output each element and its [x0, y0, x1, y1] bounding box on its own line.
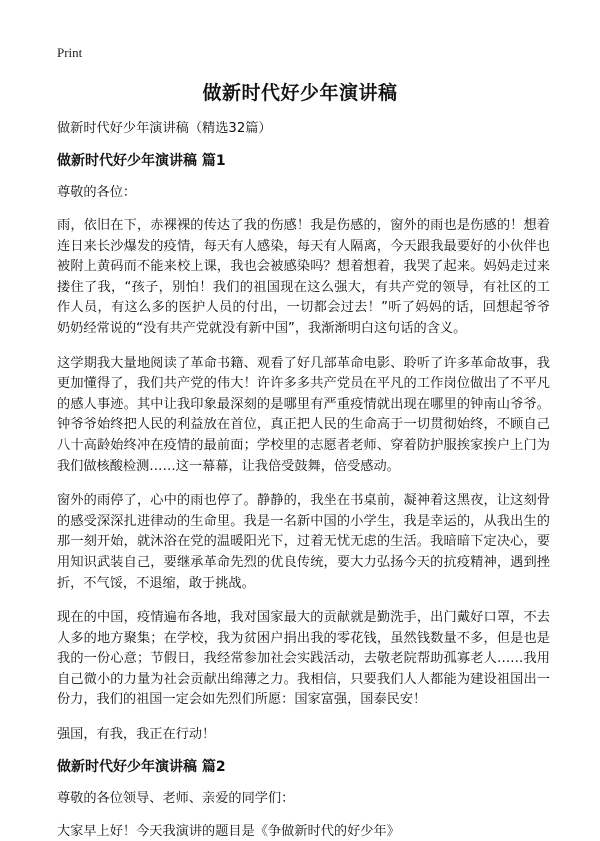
paragraph-3: 窗外的雨停了，心中的雨也停了。静静的，我坐在书桌前，凝神着这黑夜，让这刻骨的感受深深扎进律动的生命里。我是一名新中国的小学生，我是幸运的，从我出生的那一刻开始，就沐浴在党的温暖阳光下，过着无忧无虑的生活。我暗暗下定决心，要用知识武装自己，要继承革命先烈的优良传统，要大力弘扬今天的抗疫精神，遇到挫折，不气馁，不退缩，敢于挑战。: [57, 493, 550, 591]
print-link[interactable]: Print: [57, 45, 83, 60]
opening-line: 大家早上好！今天我演讲的题目是《争做新时代的好少年》: [57, 824, 400, 840]
document-subtitle: 做新时代好少年演讲稿（精选32篇）: [57, 121, 272, 136]
paragraph-2: 这学期我大量地阅读了革命书籍、观看了好几部革命电影、聆听了许多革命故事，我更加懂得了，我们共产党的伟大！许许多多共产党员在平凡的工作岗位做出了不平凡的感人事迹。其中让我印象最深刻的是哪里有严重疫情就出现在哪里的钟南山爷爷。钟爷爷始终把人民的利益放在首位，真正把人民的生命高于一切贯彻始终，不顾自己八十高龄始终冲在疫情的最前面；学校里的志愿者老师、穿着防护服挨家挨户上门为我们做核酸检测……这一幕幕，让我倍受鼓舞，倍受感动。: [57, 355, 550, 474]
paragraph-4: 现在的中国，疫情遍布各地，我对国家最大的贡献就是勤洗手，出门戴好口罩，不去人多的地方聚集；在学校，我为贫困户捐出我的零花钱，虽然钱数量不多，但是也是我的一份心意；节假日，我经常参加社会实践活动，去敬老院帮助孤寡老人……我用自己微小的力量为社会贡献出绵薄之力。我相信，只要我们人人都能为建设祖国出一份力，我们的祖国一定会如先烈们所愿：国家富强，国泰民安！: [57, 610, 550, 708]
article-body: [57, 119, 550, 841]
section-heading-1: 做新时代好少年演讲稿 篇1: [57, 153, 226, 169]
paragraph-1: 雨，依旧在下，赤裸裸的传达了我的伤感！我是伤感的，窗外的雨也是伤感的！想着连日来长沙爆发的疫情，每天有人感染，每天有人隔离，今天跟我最要好的小伙伴也被附上黄码而不能来校上课，我也会被感染吗？想着想着，我哭了起来。妈妈走过来搂住了我，“孩子，别怕！我们的祖国现在这么强大，有共产党的领导，有社区的工作人员，有这么多的医护人员的付出，一切都会过去！”听了妈妈的话，回想起爷爷奶奶经常说的“没有共产党就没有新中国”，我渐渐明白这句话的含义。: [57, 218, 550, 336]
greeting-2: 尊敬的各位领导、老师、亲爱的同学们：: [57, 791, 295, 807]
closing-line: 强国，有我，我正在行动！: [57, 727, 216, 743]
section-heading-2: 做新时代好少年演讲稿 篇2: [57, 759, 226, 776]
greeting-1: 尊敬的各位：: [57, 185, 137, 200]
page-title: 做新时代好少年演讲稿: [202, 82, 398, 104]
